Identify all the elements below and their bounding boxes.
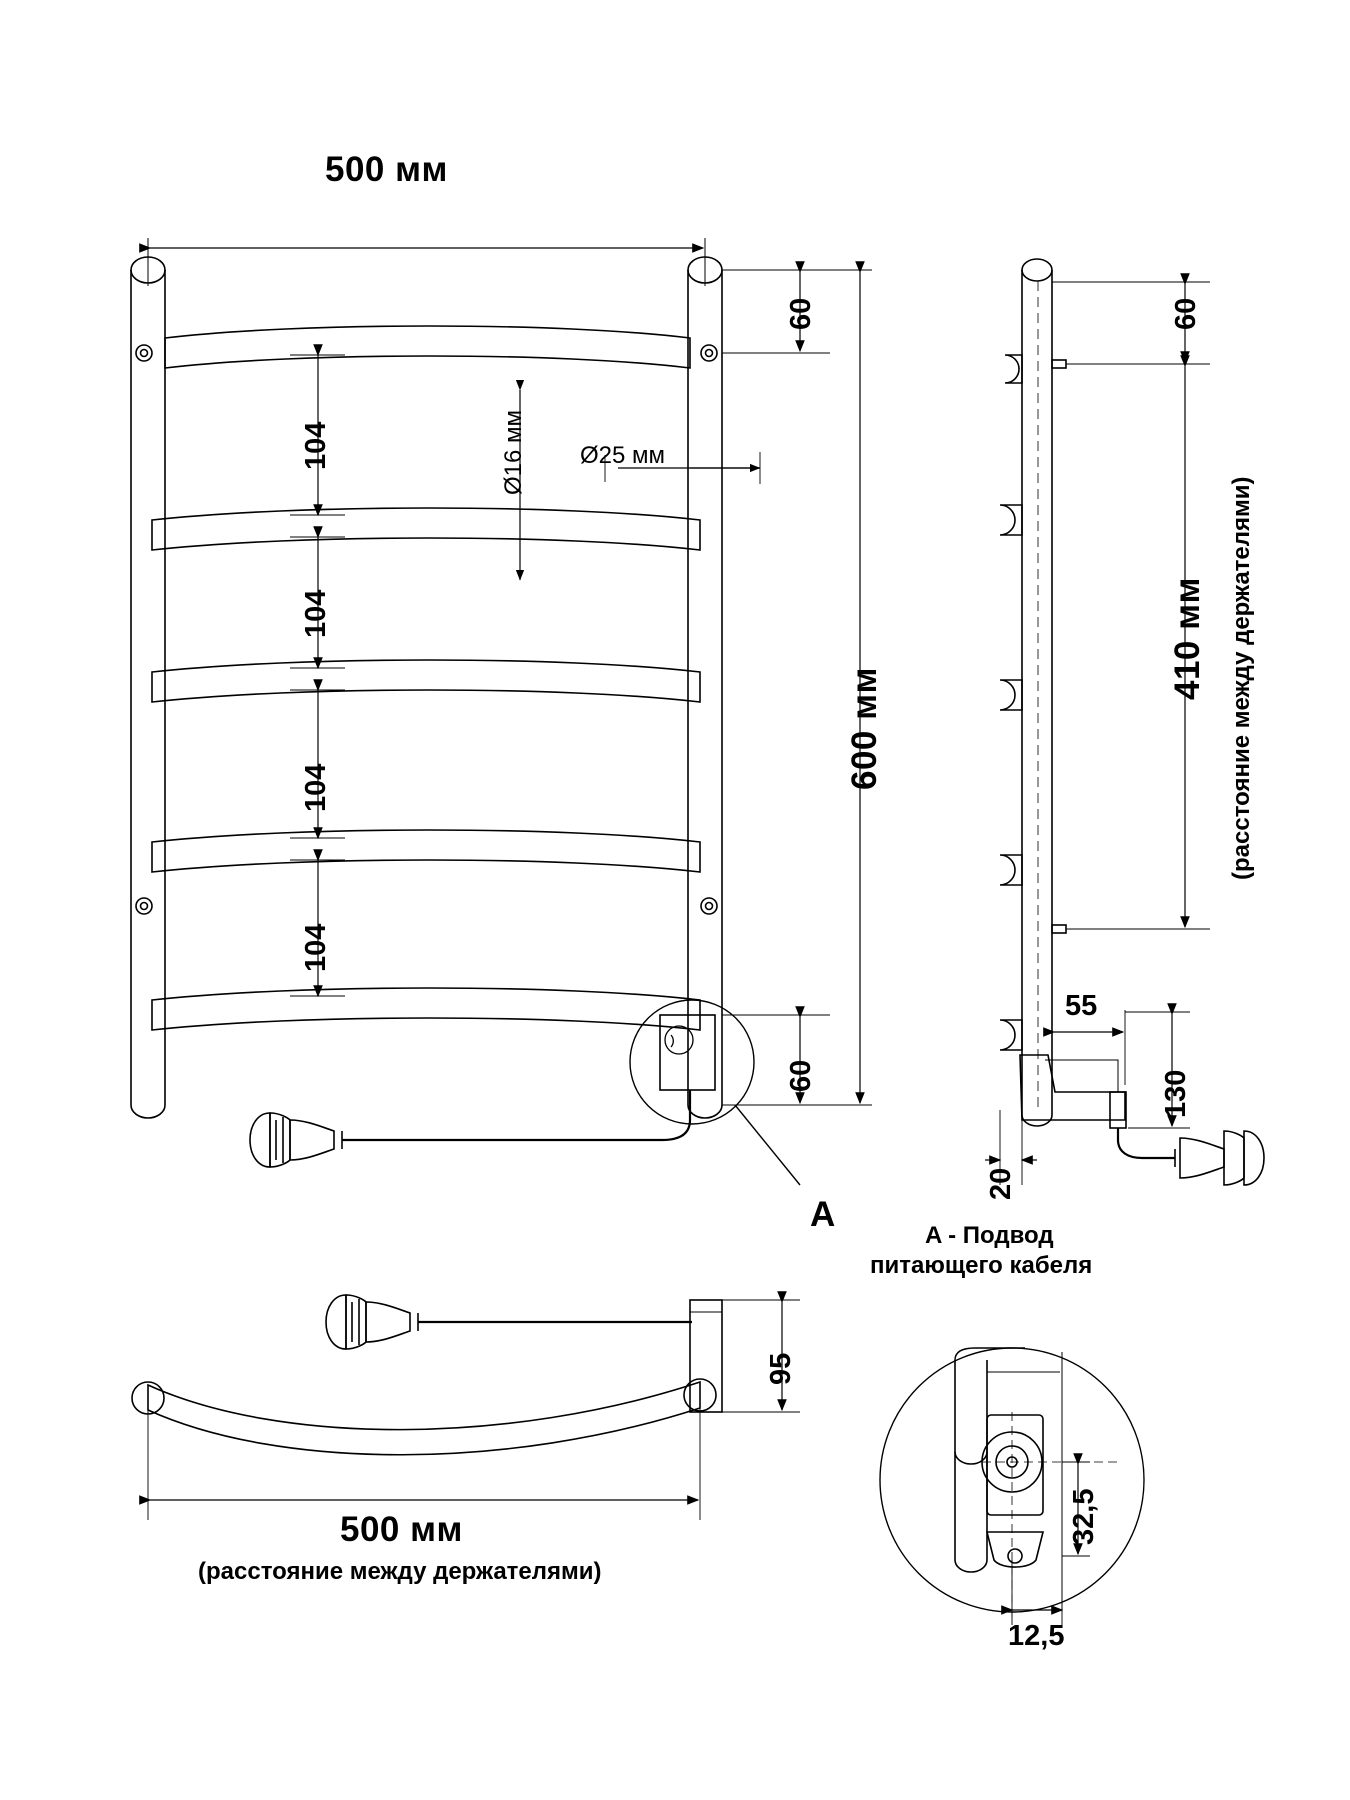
- detail-callout-a-label: A: [810, 1195, 836, 1234]
- front-rungs: [152, 326, 700, 1030]
- front-right-post: [688, 257, 722, 1118]
- front-height-label: 600 мм: [845, 667, 884, 790]
- top-view: [132, 1295, 722, 1455]
- detail-a-vertical-dim: 32,5: [1068, 1488, 1100, 1545]
- front-power-cable: [250, 1090, 690, 1167]
- top-depth-label: 95: [765, 1352, 797, 1385]
- front-left-post: [131, 257, 165, 1118]
- detail-a-title-line2: питающего кабеля: [870, 1252, 1093, 1279]
- front-mount-points: [136, 345, 717, 914]
- side-bracket-distance-note: (расстояние между держателями): [1228, 476, 1255, 880]
- pipe-diameter-25-label: Ø25 мм: [580, 442, 666, 469]
- dim-top-view: [148, 1300, 800, 1520]
- detail-a-horizontal-dim: 12,5: [1008, 1620, 1065, 1652]
- front-spacing-label-3: 104: [300, 763, 332, 812]
- top-width-label: 500 мм: [340, 1510, 463, 1549]
- dim-front-width: [148, 238, 705, 286]
- front-spacing-label-4: 104: [300, 923, 332, 972]
- side-box-height-label: 130: [1160, 1069, 1192, 1118]
- side-view: [1000, 259, 1126, 1128]
- pipe-diameter-16-label: Ø16 мм: [500, 409, 527, 495]
- side-power-cable: [1118, 1128, 1264, 1185]
- front-bottom-offset-label: 60: [785, 1059, 817, 1092]
- front-spacing-label-2: 104: [300, 589, 332, 638]
- side-depth-label: 55: [1065, 990, 1098, 1022]
- side-bracket-distance-label: 410 мм: [1168, 577, 1207, 700]
- top-width-note: (расстояние между держателями): [198, 1558, 602, 1585]
- side-wall-gap-label: 20: [985, 1167, 1017, 1200]
- front-top-offset-label: 60: [785, 297, 817, 330]
- detail-a-title-line1: A - Подвод: [925, 1222, 1054, 1249]
- front-width-label: 500 мм: [325, 150, 448, 189]
- side-top-offset-label: 60: [1170, 297, 1202, 330]
- front-spacing-label-1: 104: [300, 421, 332, 470]
